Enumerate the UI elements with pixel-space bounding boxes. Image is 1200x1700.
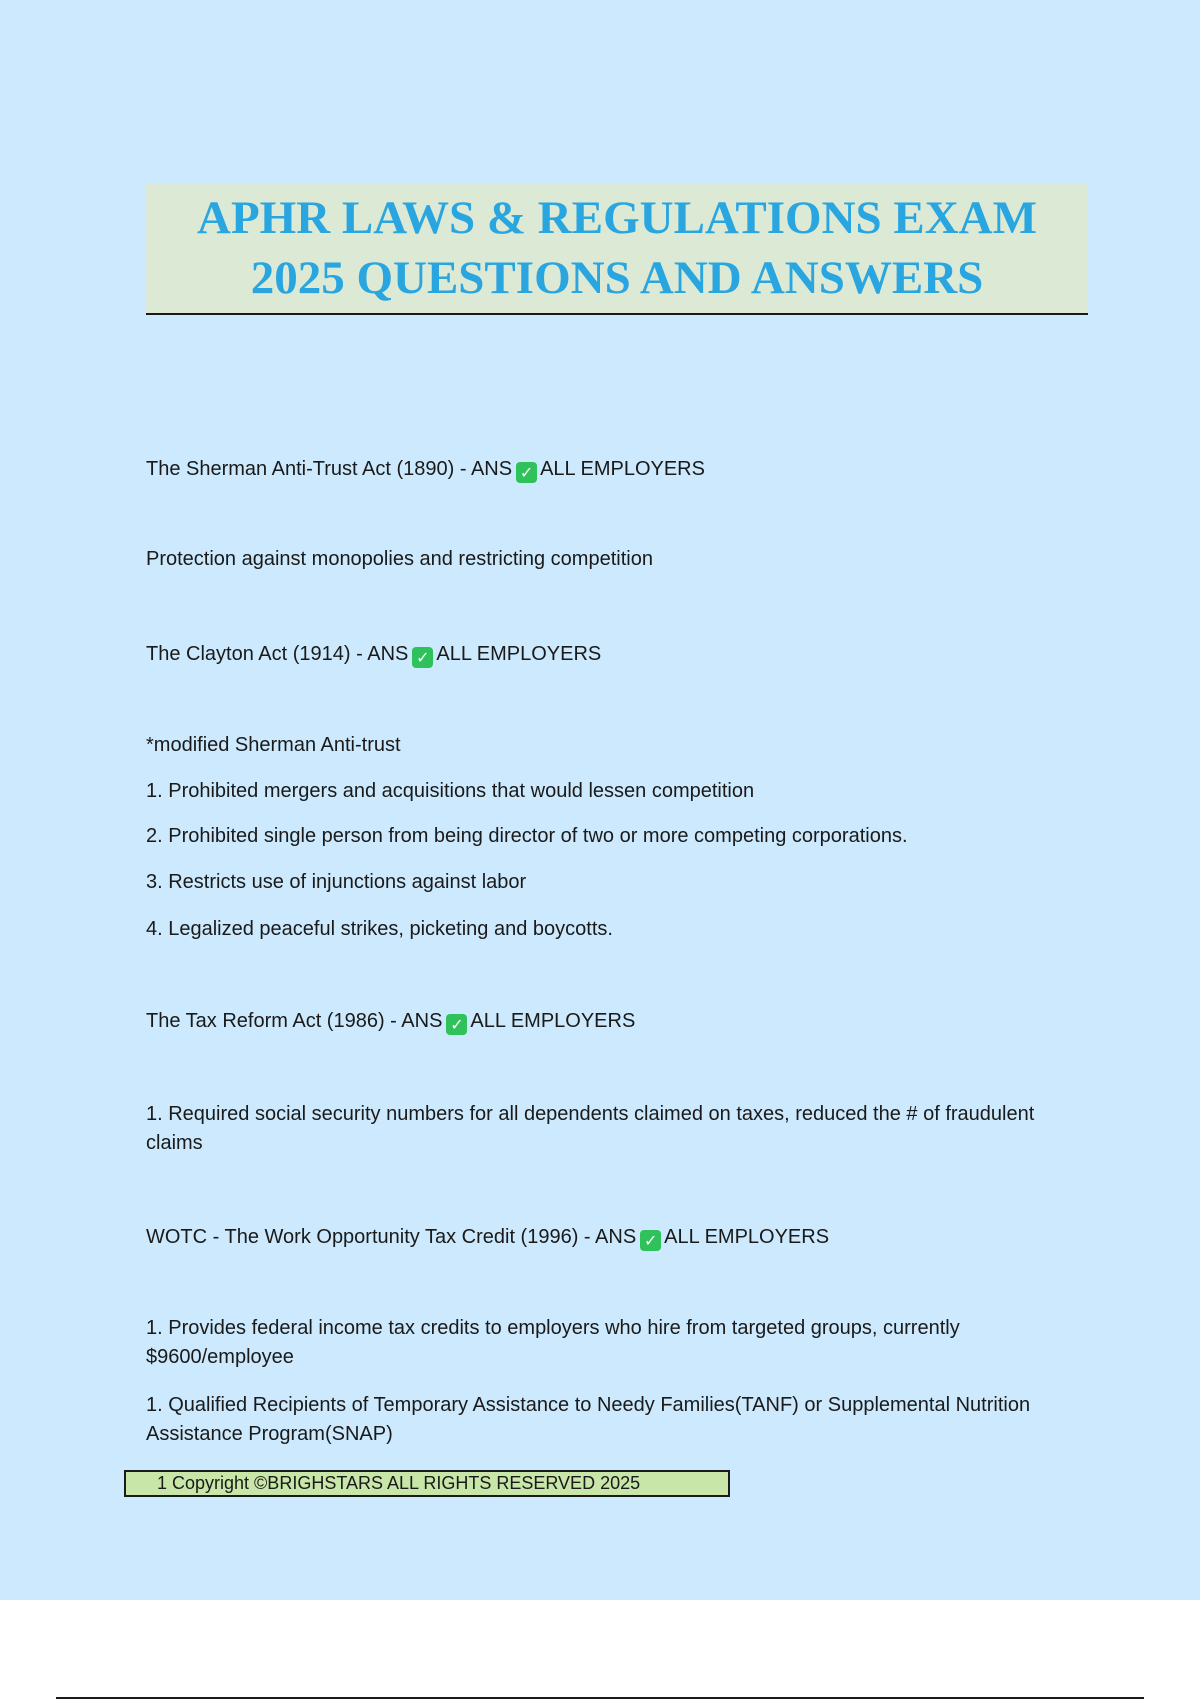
- check-box-icon: ✓: [446, 1014, 467, 1035]
- question-text: WOTC - The Work Opportunity Tax Credit (1996) -: [146, 1226, 596, 1248]
- clayton-detail: 2. Prohibited single person from being director of two or more competing corporations.: [146, 825, 908, 847]
- wotc-detail: 1. Provides federal income tax credits to employers who hire from targeted groups, currently $9600/employee: [146, 1317, 960, 1368]
- answer-text: ALL EMPLOYERS: [436, 643, 602, 665]
- page-bottom-divider: [56, 1697, 1144, 1699]
- answer-text: ALL EMPLOYERS: [470, 1010, 636, 1032]
- wotc-detail: 1. Qualified Recipients of Temporary Assistance to Needy Families(TANF) or Supplemental Nutrition Assistance Program(SNAP): [146, 1394, 1031, 1445]
- answer-text: ALL EMPLOYERS: [540, 458, 705, 480]
- answer-text: ALL EMPLOYERS: [664, 1226, 830, 1248]
- ans-label: ANS: [470, 458, 513, 480]
- ans-label: ANS: [401, 1010, 443, 1032]
- title-banner: [146, 183, 1088, 315]
- copyright-footer: 1 Copyright ©BRIGHSTARS ALL RIGHTS RESERVED 2025: [124, 1470, 730, 1497]
- qa-item-wotc: [146, 1223, 829, 1252]
- sherman-description: Protection against monopolies and restricting competition: [146, 548, 653, 570]
- document-title-line-2: 2025 QUESTIONS AND ANSWERS: [250, 252, 984, 304]
- clayton-detail: 1. Prohibited mergers and acquisitions that would lessen competition: [146, 780, 755, 802]
- ans-label: ANS: [367, 643, 409, 665]
- qa-item-tax-reform: [146, 1007, 635, 1036]
- check-box-icon: ✓: [640, 1230, 661, 1251]
- clayton-detail: *modified Sherman Anti-trust: [146, 734, 401, 756]
- clayton-detail: 3. Restricts use of injunctions against labor: [146, 871, 527, 893]
- ans-label: ANS: [595, 1226, 637, 1248]
- clayton-detail: 4. Legalized peaceful strikes, picketing and boycotts.: [146, 918, 613, 940]
- check-box-icon: ✓: [412, 647, 433, 668]
- question-text: The Sherman Anti-Trust Act (1890) -: [146, 458, 471, 480]
- qa-item-sherman: [146, 455, 705, 484]
- question-text: The Clayton Act (1914) -: [146, 643, 368, 665]
- document-title-line-1: APHR LAWS & REGULATIONS EXAM: [197, 192, 1037, 244]
- check-box-icon: ✓: [516, 462, 537, 483]
- question-text: The Tax Reform Act (1986) -: [146, 1010, 402, 1032]
- qa-item-clayton: [146, 640, 601, 669]
- tax-reform-detail: 1. Required social security numbers for all dependents claimed on taxes, reduced the # of fraudulent claims: [146, 1103, 1035, 1154]
